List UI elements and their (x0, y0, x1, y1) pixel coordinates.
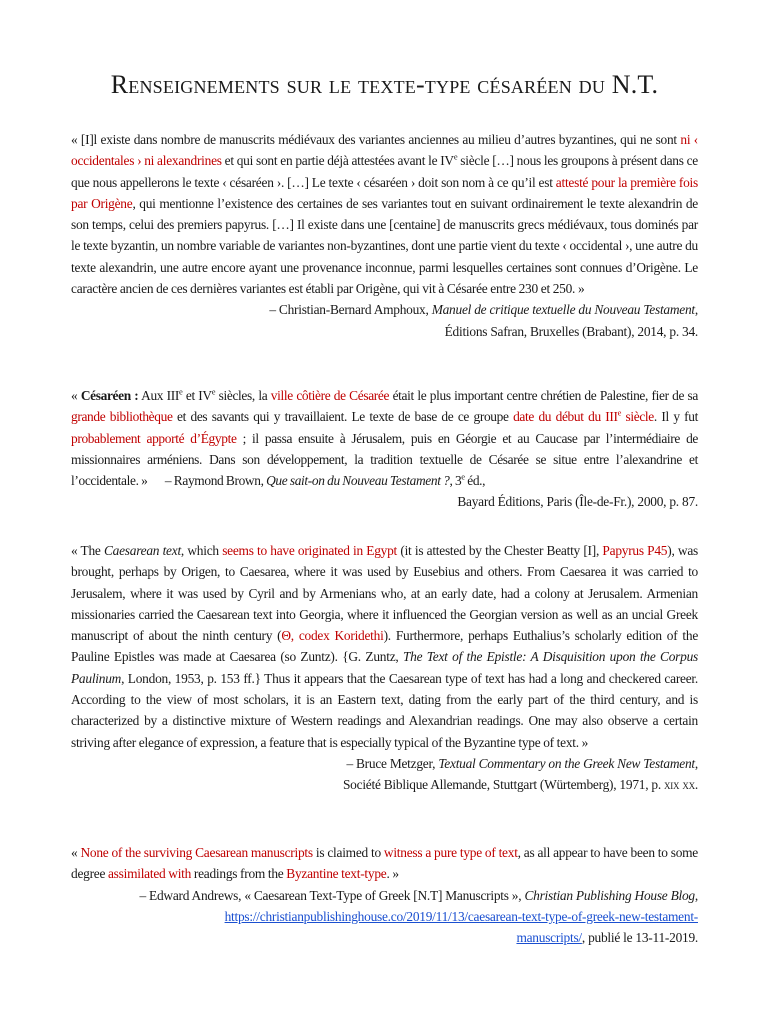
quote-source: – Bruce Metzger, Textual Commentary on the Greek New Testament, (346, 755, 698, 771)
quote-publisher: Bayard Éditions, Paris (Île-de-Fr.), 2000, p. 87. (457, 494, 698, 510)
quote-text: « [I]l existe dans nombre de manuscrits médiévaux des variantes anciennes au milieu d’autres byzantines, qui ne sont ni ‹ occidentales › ni alexandrines et qui sont en partie déjà attestées avant le IVe siècle […] nous les groupons à présent dans ce que nous appellerons le texte ‹ césaréen ›. […] Le texte ‹ césaréen › doit son nom à ce qu’il est attesté pour la première fois par Origène, qui mentionne l’existence des certaines de ses variantes tout en suivant ordinairement le texte alexandrin de son temps, celui des premiers papyrus. […] Il existe dans une [centaine] de manuscrits grecs médiévaux, tous dominés par le texte byzantin, un nombre variable de variantes non-byzantines, dont une partie vient du texte ‹ occidental ›, une autre du texte alexandrin, une autre encore ayant une provenance inconnue, parmi lesquelles certaines sont connues d’Origène. Le caractère ancien de ces dernières variantes est établi par Origène, qui vit à Césarée entre 230 et 250. » (71, 132, 698, 297)
quote-source: – Edward Andrews, « Caesarean Text-Type of Greek [N.T] Manuscripts », Christian Publishing House Blog, (139, 887, 698, 903)
quote-text: « None of the surviving Caesarean manuscripts is claimed to witness a pure type of text, as all appear to have been to some degree assimilated with readings from the Byzantine text-type. » (71, 845, 698, 882)
quote-andrews (71, 842, 698, 948)
quote-text: « Césaréen : Aux IIIe et IVe siècles, la ville côtière de Césarée était le plus important centre chrétien de Palestine, fier de sa grande bibliothèque et des savants qui y travaillaient. Le texte de base de ce groupe date du début du IIIe siècle. Il y fut probablement apporté d’Égypte ; il passa ensuite à Jérusalem, puis en Géorgie et au Caucase par l’intermédiaire de missionnaires arméniens. Dans son développement, la tradition textuelle de Césarée se situe entre l’alexandrine et l’occidentale. » – Raymond Brown, Que sait-on du Nouveau Testament ?, 3e éd., (71, 386, 699, 489)
quote-metzger (71, 540, 698, 796)
highlight: ni ‹ occidentales › ni alexandrines (71, 132, 698, 169)
quote-publisher: Éditions Safran, Bruxelles (Brabant), 2014, p. 34. (444, 323, 698, 339)
highlight: Papyrus P45 (602, 543, 668, 558)
book-title: Manuel de critique textuelle du Nouveau Testament (431, 302, 695, 318)
highlight: witness a pure type of text (383, 845, 518, 860)
highlight: grande bibliothèque (71, 409, 173, 425)
quote-text: « The Caesarean text, which seems to have originated in Egypt (it is attested by the Chester Beatty [I], Papyrus P45), was brought, perhaps by Origen, to Caesarea, where it was used by Eusebius and others. From Caesarea it was carried to Jerusalem, where it was used by Cyril and by Armenians who, at an early date, had a colony at Jerusalem. Armenian missionaries carried the Caesarean text into Georgia, where it influenced the Georgian version as well as an uncial Greek manuscript of about the ninth century (Θ, codex Koridethi). Furthermore, perhaps Euthalius’s scholarly edition of the Pauline Epistles was made at Caesarea (so Zuntz). {G. Zuntz, The Text of the Epistle: A Disquisition upon the Corpus Paulinum, London, 1953, p. 153 ff.} Thus it appears that the Caesarean type of text has had a long and checkered career. According to the view of most scholars, it is an Eastern text, dating from the early part of the third century, and is characterized by a distinctive mixture of Western readings and Alexandrian readings. One may also observe a certain striving after elegance of expression, a feature that is especially typical of the Byzantine type of text. » (71, 543, 699, 750)
book-title: Que sait-on du Nouveau Testament ? (266, 473, 450, 489)
quote-publisher: Société Biblique Allemande, Stuttgart (Würtemberg), 1971, p. xix xx. (342, 777, 698, 793)
highlight: seems to have originated in Egypt (222, 543, 398, 558)
term: Césaréen : (80, 388, 139, 403)
blog-title: Christian Publishing House Blog (524, 887, 695, 903)
source-link[interactable]: https://christianpublishinghouse.co/2019/11/13/caesarean-text-type-of-greek-new-testament- (224, 908, 698, 924)
quote-source: – Christian-Bernard Amphoux, Manuel de critique textuelle du Nouveau Testament, (269, 302, 698, 318)
book-title: Textual Commentary on the Greek New Testament (438, 755, 695, 771)
highlight: Θ, codex Koridethi (281, 628, 384, 644)
highlight: Byzantine text-type (286, 866, 387, 882)
source-link-continued[interactable]: manuscripts/ (516, 930, 582, 946)
quote-amphoux (71, 129, 698, 342)
highlight: ville côtière de Césarée (270, 388, 390, 403)
highlight: None of the surviving Caesarean manuscripts (80, 845, 313, 860)
highlight: assimilated with (107, 866, 192, 882)
quote-brown (71, 385, 698, 513)
highlight: attesté pour la première fois par Origène (71, 174, 698, 211)
quote-source: – Raymond Brown, Que sait-on du Nouveau Testament ?, 3e éd., (164, 471, 486, 489)
page-title: Renseignements sur le texte-type césaréen du N.T. (110, 70, 659, 99)
highlight: date du début du IIIe siècle (513, 407, 654, 425)
quote-link-line: manuscripts/, publié le 13-11-2019. (516, 930, 698, 946)
highlight: probablement apporté d’Égypte (71, 430, 237, 446)
quote-link-line (71, 906, 698, 927)
